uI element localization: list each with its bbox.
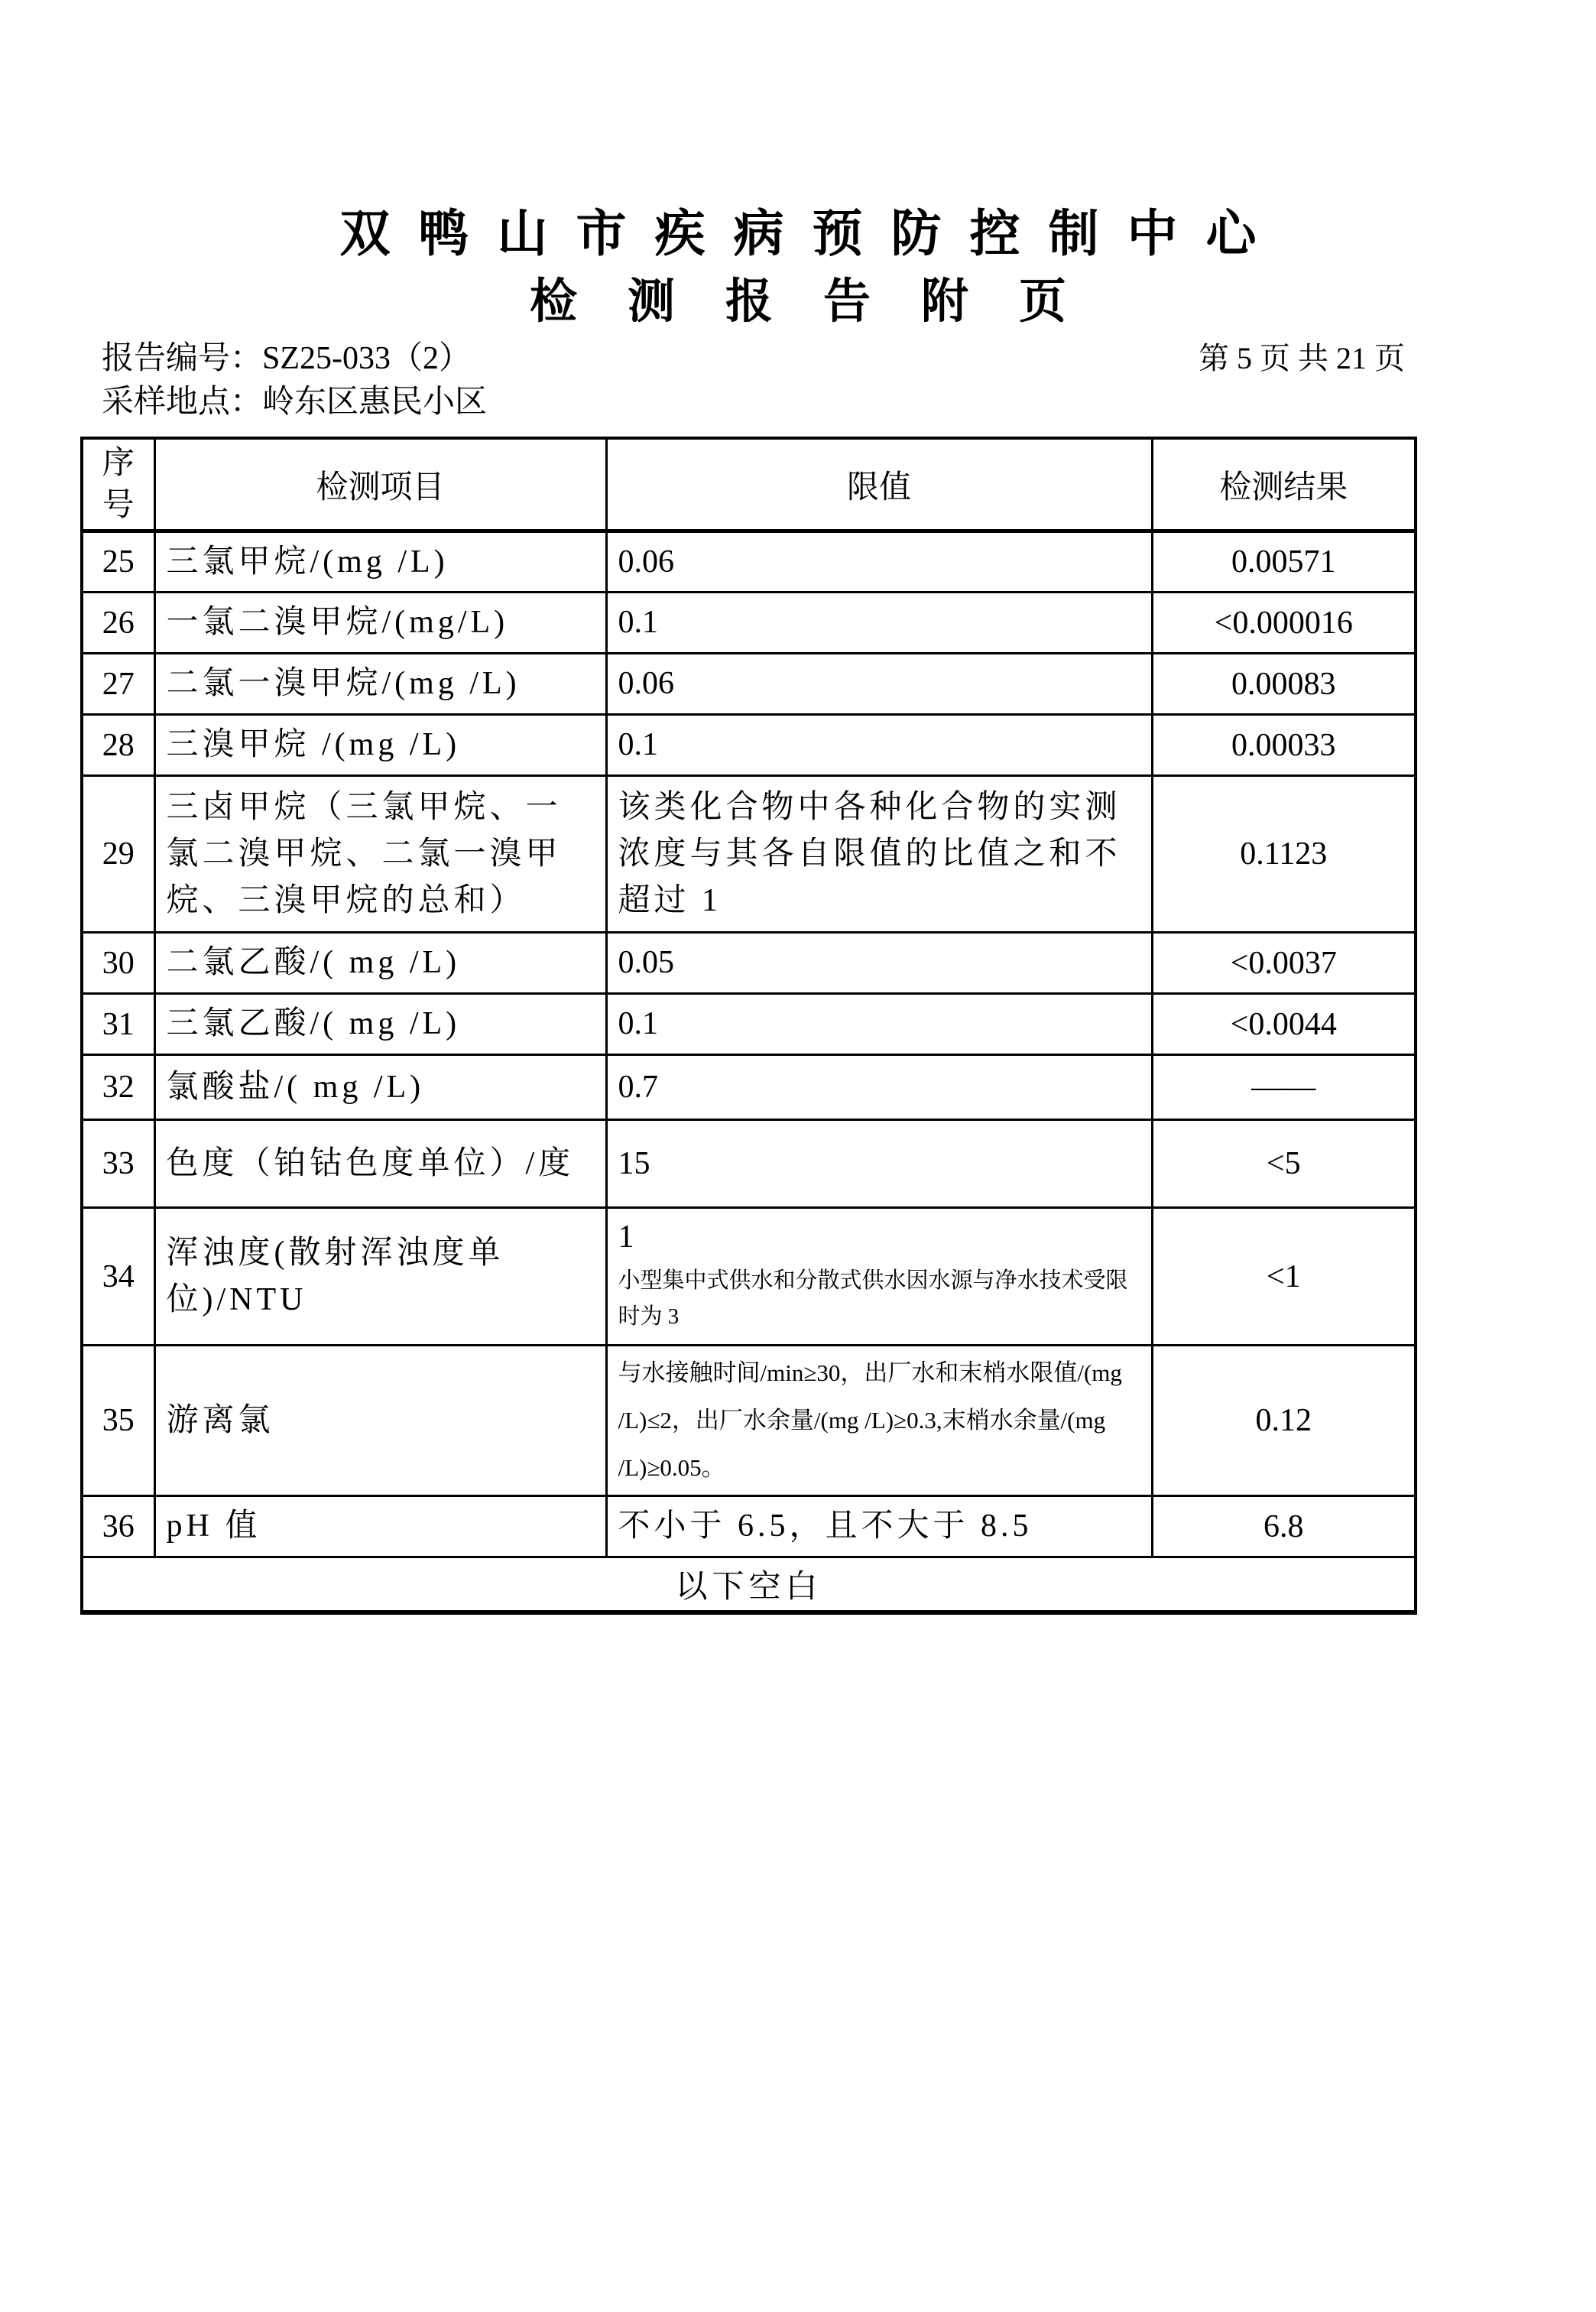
row-limit: 不小于 6.5，且不大于 8.5 [606, 1496, 1152, 1557]
row-item: 游离氯 [154, 1346, 606, 1496]
row-limit [606, 1208, 1152, 1346]
report-meta-row2 [102, 381, 1405, 424]
row-item: 三氯甲烷/(mg /L) [154, 531, 606, 593]
report-number-label: 报告编号： [102, 341, 263, 376]
report-header [0, 0, 1596, 326]
row-limit: 与水接触时间/min≥30，出厂水和末梢水限值/(mg /L)≤2，出厂水余量/(mg /L)≥0.3,末梢水余量/(mg /L)≥0.05。 [606, 1346, 1152, 1496]
col-header-index: 序号 [82, 438, 154, 531]
table-row [82, 1496, 1416, 1557]
row-result: 0.00033 [1152, 715, 1416, 776]
table-row [82, 654, 1416, 715]
row-item: 一氯二溴甲烷/(mg/L) [154, 593, 606, 654]
col-header-item: 检测项目 [154, 438, 606, 531]
table-row [82, 1346, 1416, 1496]
row-result: <5 [1152, 1120, 1416, 1208]
report-meta [102, 336, 1405, 424]
report-meta-row1 [102, 336, 1405, 381]
row-no: 29 [82, 776, 154, 933]
row-no: 35 [82, 1346, 154, 1496]
row-limit: 0.06 [606, 654, 1152, 715]
table-row [82, 715, 1416, 776]
report-number-value: SZ25-033（2） [262, 341, 472, 376]
row-item: 色度（铂钴色度单位）/度 [154, 1120, 606, 1208]
table-header-row [82, 438, 1416, 531]
row-no: 32 [82, 1055, 154, 1120]
row-no: 36 [82, 1496, 154, 1557]
report-title: 双鸭山市疾病预防控制中心 [339, 205, 1285, 261]
table-row [82, 994, 1416, 1055]
row-no: 30 [82, 933, 154, 994]
table-row [82, 933, 1416, 994]
row-result: 0.12 [1152, 1346, 1416, 1496]
col-header-result: 检测结果 [1152, 438, 1416, 531]
row-result: —— [1152, 1055, 1416, 1120]
row-no: 27 [82, 654, 154, 715]
row-limit: 0.1 [606, 715, 1152, 776]
table-row [82, 1120, 1416, 1208]
row-item: pH 值 [154, 1496, 606, 1557]
page-indicator: 第 5 页 共 21 页 [1199, 341, 1405, 375]
row-limit: 0.7 [606, 1055, 1152, 1120]
row-item: 浑浊度(散射浑浊度单位)/NTU [154, 1208, 606, 1346]
row-no: 26 [82, 593, 154, 654]
col-header-limit: 限值 [606, 438, 1152, 531]
row-result: <0.0044 [1152, 994, 1416, 1055]
table-footer-row [82, 1557, 1416, 1613]
report-number [102, 337, 471, 381]
results-table [80, 437, 1417, 1615]
table-row [82, 1208, 1416, 1346]
sample-location-value: 岭东区惠民小区 [262, 385, 488, 420]
table-row [82, 531, 1416, 593]
row-limit: 15 [606, 1120, 1152, 1208]
blank-note: 以下空白 [82, 1557, 1416, 1613]
report-subtitle: 检测报告附页 [529, 275, 1117, 328]
row-result: <0.000016 [1152, 593, 1416, 654]
row-limit: 0.05 [606, 933, 1152, 994]
row-result: 6.8 [1152, 1496, 1416, 1557]
row-item: 二氯乙酸/( mg /L) [154, 933, 606, 994]
table-row [82, 593, 1416, 654]
row-item: 三溴甲烷 /(mg /L) [154, 715, 606, 776]
row-no: 28 [82, 715, 154, 776]
sample-location-label: 采样地点： [102, 385, 263, 420]
row-no: 31 [82, 994, 154, 1055]
row-item: 三氯乙酸/( mg /L) [154, 994, 606, 1055]
row-no: 33 [82, 1120, 154, 1208]
row-limit: 该类化合物中各种化合物的实测浓度与其各自限值的比值之和不超过 1 [606, 776, 1152, 933]
row-no: 34 [82, 1208, 154, 1346]
row-result: 0.1123 [1152, 776, 1416, 933]
table-row [82, 776, 1416, 933]
table-row [82, 1055, 1416, 1120]
row-no: 25 [82, 531, 154, 593]
row-item: 三卤甲烷（三氯甲烷、一氯二溴甲烷、二氯一溴甲烷、三溴甲烷的总和） [154, 776, 606, 933]
row-limit: 0.1 [606, 994, 1152, 1055]
row-result: <0.0037 [1152, 933, 1416, 994]
row-limit: 0.06 [606, 531, 1152, 593]
row-item: 氯酸盐/( mg /L) [154, 1055, 606, 1120]
row-item: 二氯一溴甲烷/(mg /L) [154, 654, 606, 715]
row-result: 0.00083 [1152, 654, 1416, 715]
row-result: 0.00571 [1152, 531, 1416, 593]
limit-value: 1 [618, 1219, 634, 1255]
row-limit: 0.1 [606, 593, 1152, 654]
row-result: <1 [1152, 1208, 1416, 1346]
limit-note: 小型集中式供水和分散式供水因水源与净水技术受限时为 3 [618, 1268, 1128, 1329]
